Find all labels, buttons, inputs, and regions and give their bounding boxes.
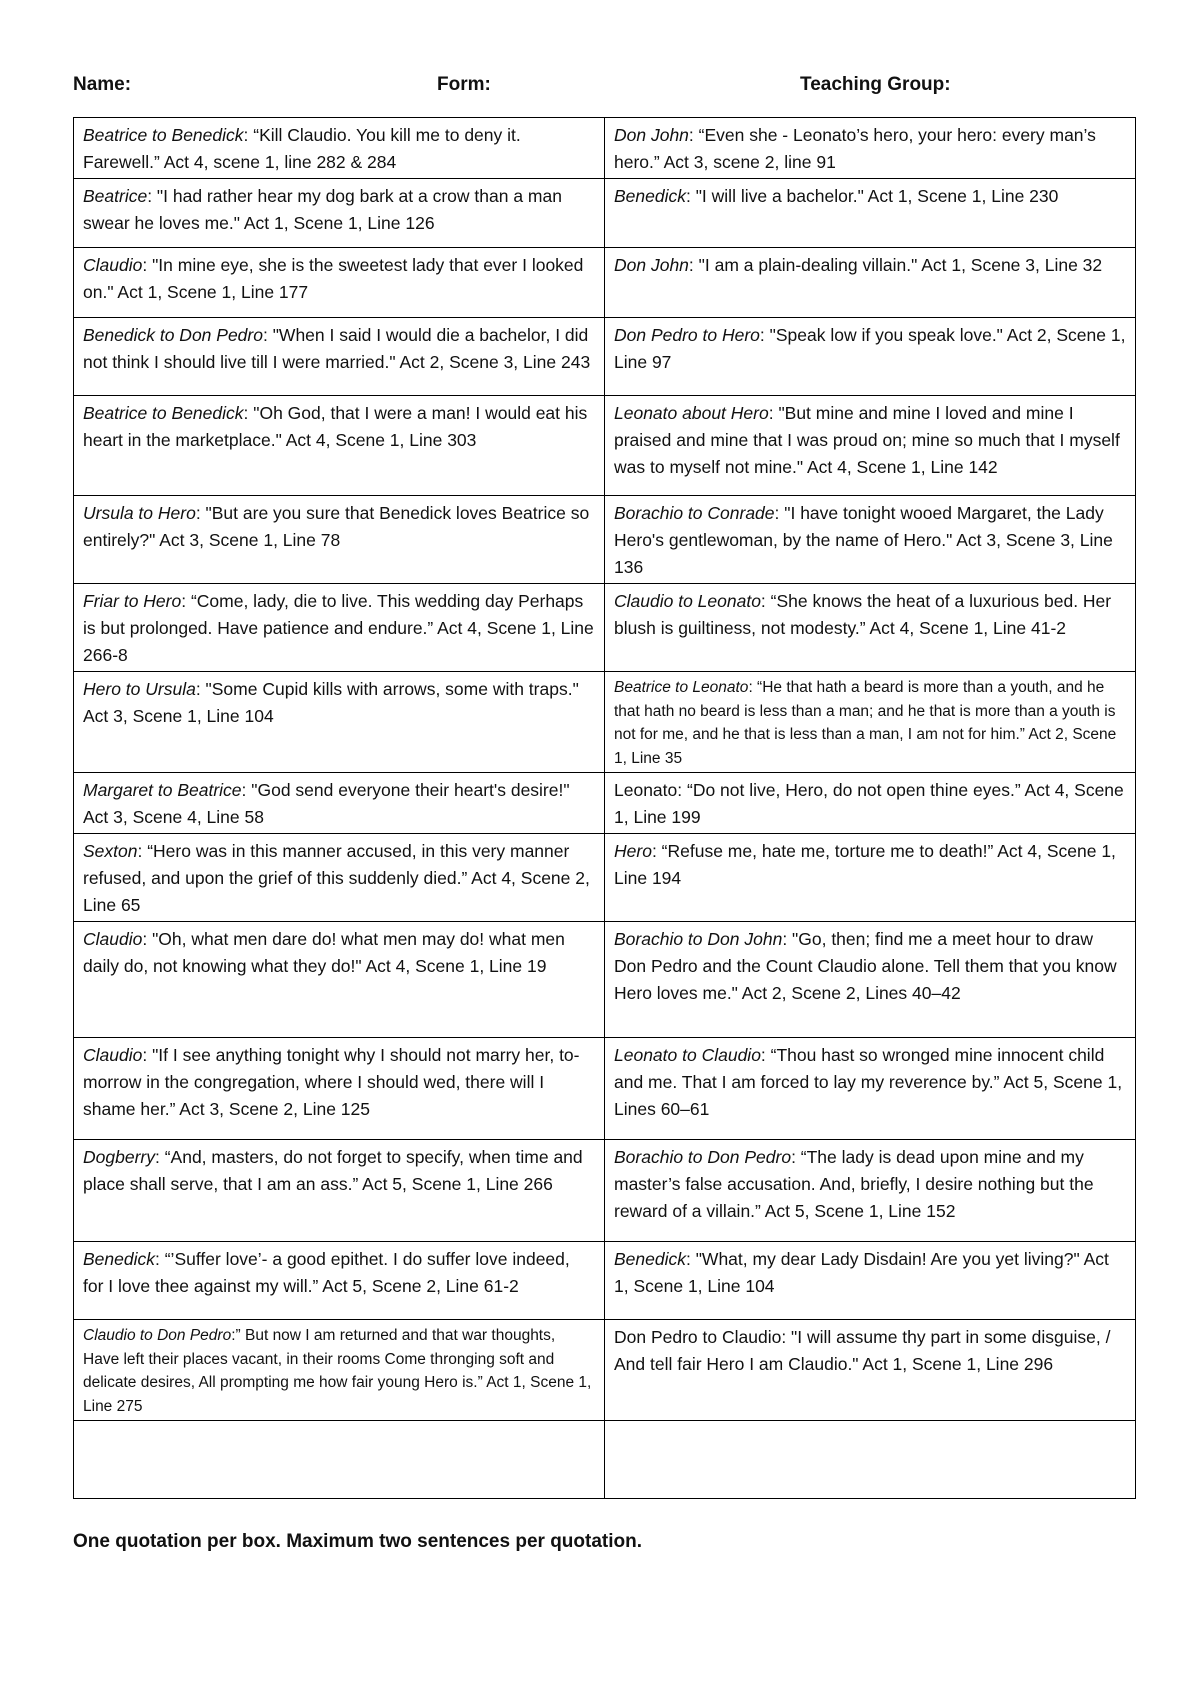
- quote-cell-right: [605, 248, 1136, 318]
- quote-cell-left: [74, 1421, 605, 1499]
- quote-cell-right: [605, 1038, 1136, 1140]
- quote-text: : "I will live a bachelor." Act 1, Scene 1, Line 230: [686, 186, 1059, 206]
- quote-text: : “Thou hast so wronged mine innocent child and me. That I am forced to lay my reverence by.” Act 5, Scene 1, Lines 60–61: [614, 1045, 1123, 1119]
- quote-text: : "In mine eye, she is the sweetest lady that ever I looked on." Act 1, Scene 1, Line 177: [83, 255, 584, 302]
- quote-cell-left: [74, 672, 605, 773]
- quote-speaker: Benedick: [83, 1249, 155, 1269]
- quote-cell-left: [74, 922, 605, 1038]
- quote-text: : “And, masters, do not forget to specify, when time and place shall serve, that I am an ass.” Act 5, Scene 1, Line 266: [83, 1147, 583, 1194]
- quote-cell-right: [605, 118, 1136, 179]
- quote-speaker: Benedick to Don Pedro: [83, 325, 263, 345]
- quote-text: : "Oh God, that I were a man! I would eat his heart in the marketplace." Act 4, Scene 1, Line 303: [83, 403, 588, 450]
- quote-text: : "God send everyone their heart's desire!" Act 3, Scene 4, Line 58: [83, 780, 570, 827]
- quote-text: : "When I said I would die a bachelor, I did not think I should live till I were married." Act 2, Scene 3, Line 243: [83, 325, 591, 372]
- quote-text: : “’Suffer love’- a good epithet. I do suffer love indeed, for I love thee against my will.” Act 5, Scene 2, Line 61-2: [83, 1249, 570, 1296]
- form-label: Form:: [437, 74, 491, 95]
- instructions-footer: One quotation per box. Maximum two sentences per quotation.: [73, 1531, 642, 1552]
- quote-cell-right: [605, 922, 1136, 1038]
- quote-cell-left: [74, 834, 605, 922]
- quote-text: : "Go, then; find me a meet hour to draw Don Pedro and the Count Claudio alone. Tell them that you know Hero loves me." Act 2, Scene 2, Lines 40–42: [614, 929, 1117, 1003]
- quotation-table: [73, 117, 1136, 1499]
- quote-cell-right: [605, 396, 1136, 496]
- quote-speaker: Borachio to Conrade: [614, 503, 775, 523]
- quote-speaker: Benedick: [614, 1249, 686, 1269]
- quote-speaker: Claudio: [83, 255, 143, 275]
- quote-cell-right: [605, 1242, 1136, 1320]
- quote-speaker: Don Pedro to Hero: [614, 325, 760, 345]
- quote-speaker: Beatrice: [83, 186, 148, 206]
- quote-cell-right: [605, 773, 1136, 834]
- quote-speaker: Hero to Ursula: [83, 679, 196, 699]
- quote-cell-left: [74, 179, 605, 248]
- quote-cell-left: [74, 248, 605, 318]
- quote-speaker: Beatrice to Benedick: [83, 403, 244, 423]
- quote-text: : "I will assume thy part in some disguise, / And tell fair Hero I am Claudio." Act 1, Scene 1, Line 296: [614, 1327, 1111, 1374]
- quote-cell-left: [74, 584, 605, 672]
- worksheet-header: [73, 74, 1133, 104]
- name-label: Name:: [73, 74, 132, 95]
- quote-speaker: Borachio to Don Pedro: [614, 1147, 792, 1167]
- quote-speaker: Don Pedro to Claudio: [614, 1327, 782, 1347]
- quote-text: : "But mine and mine I loved and mine I praised and mine that I was proud on; mine so much that I myself was to myself not mine." Act 4, Scene 1, Line 142: [614, 403, 1120, 477]
- quote-text: : “Refuse me, hate me, torture me to death!” Act 4, Scene 1, Line 194: [614, 841, 1116, 888]
- quote-speaker: Borachio to Don John: [614, 929, 783, 949]
- quote-row: [74, 922, 1136, 1038]
- quote-text: :” But now I am returned and that war thoughts, Have left their places vacant, in their rooms Come thronging soft and delicate desires, All prompting me how fair young Hero is.” Act 1, Scene 1, Line 275: [83, 1327, 592, 1415]
- quote-cell-left: [74, 773, 605, 834]
- quote-text: : “The lady is dead upon mine and my master’s false accusation. And, briefly, I desire nothing but the reward of a villain.” Act 5, Scene 1, Line 152: [614, 1147, 1094, 1221]
- quote-text: : "I have tonight wooed Margaret, the Lady Hero's gentlewoman, by the name of Hero." Act 3, Scene 3, Line 136: [614, 503, 1113, 577]
- quote-speaker: Leonato: [614, 780, 678, 800]
- quote-cell-right: [605, 1320, 1136, 1421]
- quote-text: : "But are you sure that Benedick loves Beatrice so entirely?" Act 3, Scene 1, Line 78: [83, 503, 590, 550]
- quote-cell-left: [74, 318, 605, 396]
- quote-text: : "I had rather hear my dog bark at a crow than a man swear he loves me." Act 1, Scene 1, Line 126: [83, 186, 562, 233]
- quote-text: : “Kill Claudio. You kill me to deny it. Farewell.” Act 4, scene 1, line 282 & 284: [83, 125, 521, 172]
- quote-cell-right: [605, 834, 1136, 922]
- quote-row: [74, 396, 1136, 496]
- quote-cell-right: [605, 584, 1136, 672]
- quote-row: [74, 834, 1136, 922]
- quote-speaker: Don John: [614, 255, 689, 275]
- quote-speaker: Beatrice to Benedick: [83, 125, 244, 145]
- teaching-group-label: Teaching Group:: [800, 74, 951, 95]
- quote-speaker: Hero: [614, 841, 652, 861]
- quote-cell-left: [74, 1320, 605, 1421]
- quote-row: [74, 1320, 1136, 1421]
- quote-row: [74, 1140, 1136, 1242]
- quote-row: [74, 118, 1136, 179]
- quote-row: [74, 672, 1136, 773]
- quote-speaker: Benedick: [614, 186, 686, 206]
- quote-text: : “Hero was in this manner accused, in this very manner refused, and upon the grief of this suddenly died.” Act 4, Scene 2, Line 65: [83, 841, 590, 915]
- quote-cell-right: [605, 496, 1136, 584]
- quote-speaker: Claudio: [83, 1045, 143, 1065]
- quote-text: : "What, my dear Lady Disdain! Are you yet living?" Act 1, Scene 1, Line 104: [614, 1249, 1109, 1296]
- quote-cell-right: [605, 1421, 1136, 1499]
- quote-speaker: Ursula to Hero: [83, 503, 196, 523]
- quote-speaker: Leonato to Claudio: [614, 1045, 761, 1065]
- quote-speaker: Beatrice to Leonato: [614, 679, 749, 696]
- quote-cell-left: [74, 496, 605, 584]
- quote-cell-right: [605, 318, 1136, 396]
- quote-row: [74, 248, 1136, 318]
- quote-row: [74, 318, 1136, 396]
- quote-speaker: Margaret to Beatrice: [83, 780, 242, 800]
- quote-speaker: Leonato about Hero: [614, 403, 769, 423]
- quote-speaker: Dogberry: [83, 1147, 155, 1167]
- quote-cell-left: [74, 396, 605, 496]
- quote-text: : “She knows the heat of a luxurious bed. Her blush is guiltiness, not modesty.” Act 4, Scene 1, Line 41-2: [614, 591, 1112, 638]
- quote-cell-right: [605, 672, 1136, 773]
- quote-speaker: Don John: [614, 125, 689, 145]
- quote-cell-left: [74, 1140, 605, 1242]
- quote-cell-right: [605, 179, 1136, 248]
- quote-text: : “Even she - Leonato’s hero, your hero: every man’s hero.” Act 3, scene 2, line 91: [614, 125, 1096, 172]
- quote-speaker: Sexton: [83, 841, 138, 861]
- quote-text: : “Come, lady, die to live. This wedding day Perhaps is but prolonged. Have patience and endure.” Act 4, Scene 1, Line 266-8: [83, 591, 594, 665]
- quote-cell-right: [605, 1140, 1136, 1242]
- quote-cell-left: [74, 118, 605, 179]
- quote-speaker: Claudio: [83, 929, 143, 949]
- quote-text: : "I am a plain-dealing villain." Act 1, Scene 3, Line 32: [688, 255, 1103, 275]
- quote-row: [74, 584, 1136, 672]
- quote-cell-left: [74, 1242, 605, 1320]
- quote-row: [74, 1421, 1136, 1499]
- quote-text: : "Some Cupid kills with arrows, some with traps." Act 3, Scene 1, Line 104: [83, 679, 579, 726]
- quote-speaker: Friar to Hero: [83, 591, 182, 611]
- quote-row: [74, 1242, 1136, 1320]
- quote-row: [74, 496, 1136, 584]
- quote-speaker: Claudio to Don Pedro: [83, 1327, 232, 1344]
- quote-text: : “He that hath a beard is more than a youth, and he that hath no beard is less than a man; and he that is more than a youth is not for me, and he that is less than a man, I am not for him.” Act 2, Scene 1, Line 35: [614, 679, 1117, 767]
- quote-text: : “Do not live, Hero, do not open thine eyes.” Act 4, Scene 1, Line 199: [614, 780, 1124, 827]
- quote-cell-left: [74, 1038, 605, 1140]
- quote-speaker: Claudio to Leonato: [614, 591, 761, 611]
- quote-text: : "Oh, what men dare do! what men may do! what men daily do, not knowing what they do!" Act 4, Scene 1, Line 19: [83, 929, 565, 976]
- quote-row: [74, 773, 1136, 834]
- quote-row: [74, 179, 1136, 248]
- quote-text: : "Speak low if you speak love." Act 2, Scene 1, Line 97: [614, 325, 1126, 372]
- quote-text: : "If I see anything tonight why I should not marry her, to-morrow in the congregation, where I should wed, there will I shame her.” Act 3, Scene 2, Line 125: [83, 1045, 580, 1119]
- quote-row: [74, 1038, 1136, 1140]
